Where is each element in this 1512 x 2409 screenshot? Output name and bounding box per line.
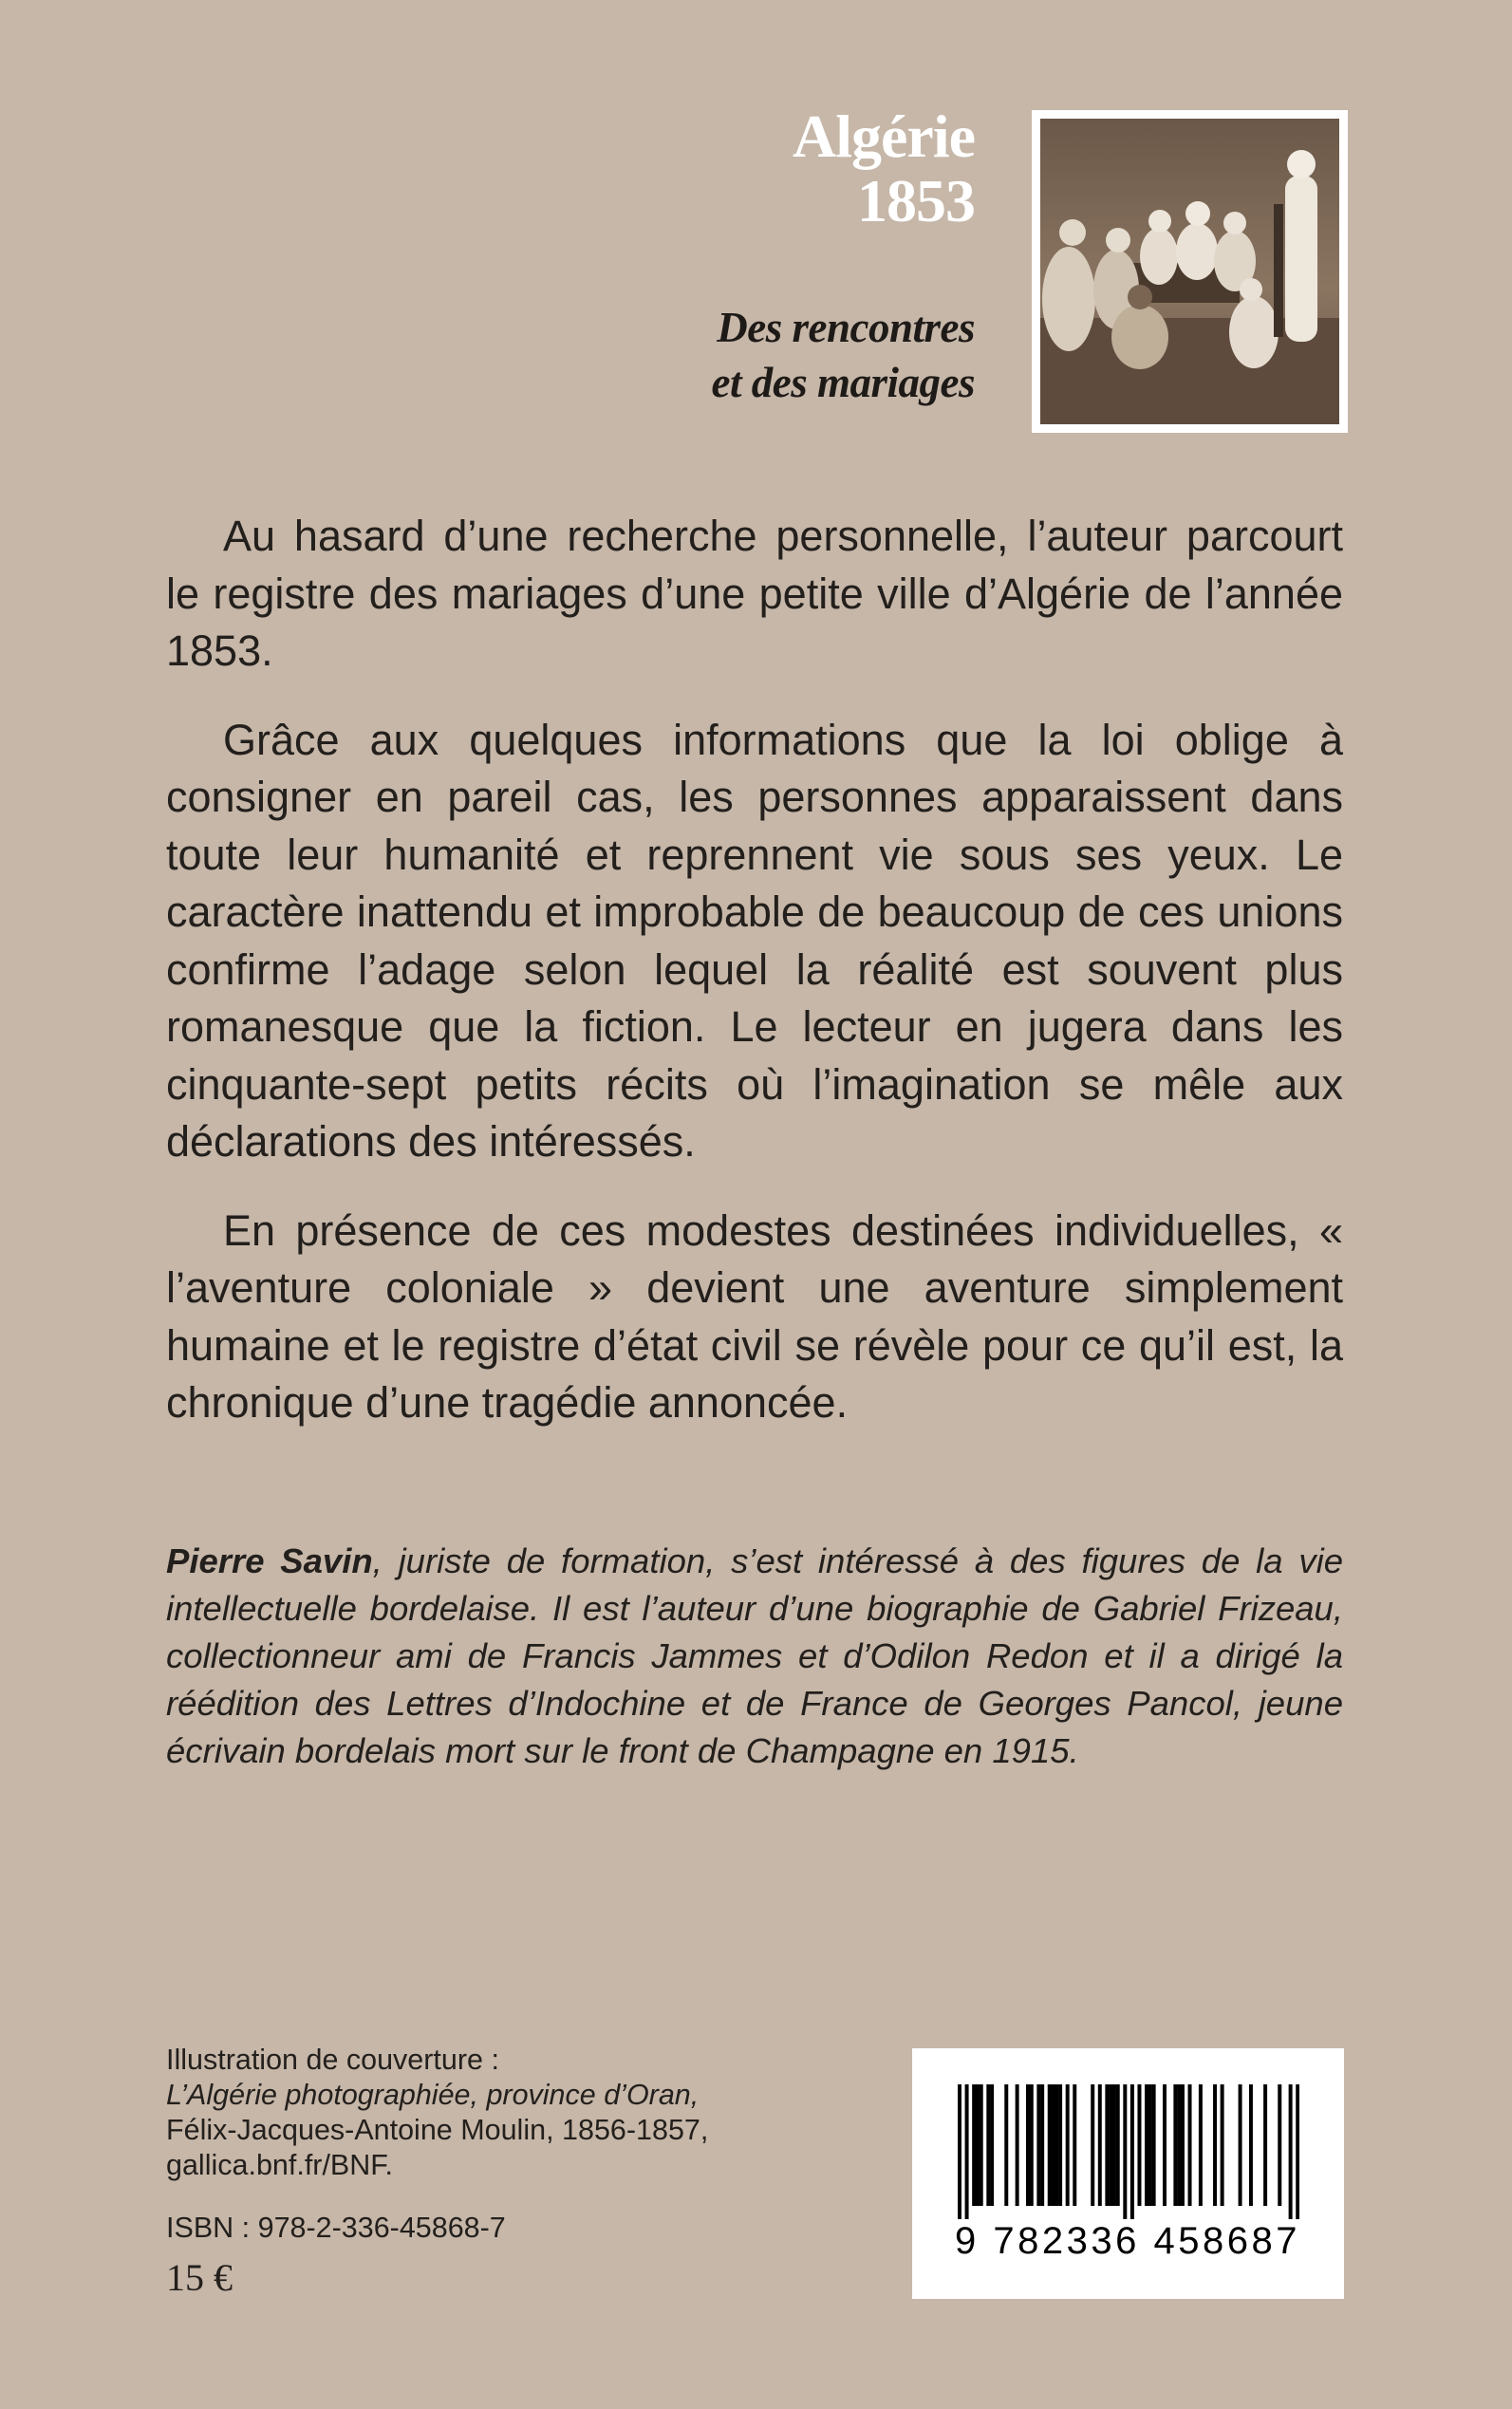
barcode-bar (1091, 2084, 1094, 2206)
barcode-bar (1016, 2084, 1019, 2206)
barcode-bar (980, 2084, 983, 2206)
barcode-bar (1030, 2084, 1034, 2206)
barcode-bar (1239, 2084, 1242, 2206)
title-line-2: 1853 (857, 167, 975, 234)
sepia-photo-icon (1040, 119, 1339, 424)
credits-line-2: L’Algérie photographiée, province d’Oran, (166, 2079, 700, 2111)
barcode-bar (1213, 2084, 1217, 2206)
barcode-bar (1058, 2084, 1062, 2206)
barcode-bar (1289, 2084, 1293, 2219)
subtitle-line-1: Des rencontres (717, 304, 975, 351)
barcode-bar (1048, 2084, 1052, 2206)
barcode-bar (1040, 2084, 1044, 2206)
barcode-bar (958, 2084, 961, 2219)
barcode-bar (1098, 2084, 1102, 2206)
barcode-bar (1026, 2084, 1030, 2206)
barcode-bar (1123, 2084, 1127, 2219)
barcode-bar (990, 2084, 994, 2206)
barcode-bar (1066, 2084, 1070, 2206)
barcode-bar (1109, 2084, 1112, 2206)
illustration-credits (166, 2043, 708, 2183)
isbn: ISBN : 978-2-336-45868-7 (166, 2212, 506, 2244)
barcode-bar (1278, 2084, 1281, 2206)
summary-text (166, 508, 1343, 1464)
barcode-bar (1036, 2084, 1040, 2206)
barcode-bar (1199, 2084, 1203, 2206)
barcode-bar (1137, 2084, 1141, 2206)
barcode-bar (1116, 2084, 1120, 2206)
subtitle-line-2: et des mariages (711, 359, 975, 406)
barcode-bar (1163, 2084, 1167, 2206)
book-title (793, 104, 975, 233)
barcode-bar (1296, 2084, 1299, 2219)
summary-paragraph-3: En présence de ces modestes destinées individuelles, « l’aventure coloniale » devient une aventure simplement humaine et le registre d’état civil se révèle pour ce qu’il est, la chronique d’une tragédie annoncée. (166, 1205, 1343, 1427)
summary-paragraph-1: Au hasard d’une recherche personnelle, l’auteur parcourt le registre des mariages d’une petite ville d’Algérie de l’année 1853. (166, 512, 1343, 675)
barcode-bar (1052, 2084, 1055, 2206)
barcode-bar (1177, 2084, 1181, 2206)
barcode-bar (1112, 2084, 1116, 2206)
barcode-bar (1073, 2084, 1076, 2206)
barcode-digits: 9 782336 458687 (955, 2220, 1300, 2262)
barcode-bar (1249, 2084, 1253, 2206)
barcode-bar (1105, 2084, 1109, 2206)
author-bio (166, 1538, 1343, 1775)
barcode-bar (1173, 2084, 1177, 2206)
barcode-bars-icon (958, 2084, 1299, 2219)
title-line-1: Algérie (793, 103, 975, 170)
barcode-bar (1221, 2084, 1224, 2206)
cover-photo (1032, 110, 1348, 433)
barcode-bar (1152, 2084, 1156, 2206)
credits-line-4: gallica.bnf.fr/BNF. (166, 2149, 394, 2181)
summary-paragraph-2: Grâce aux quelques informations que la loi oblige à consigner en pareil cas, les personnes apparaissent dans toute leur humanité et reprennent vie sous ses yeux. Le caractère inattendu et improbable de beaucoup de ces unions confirme l’adage selon lequel la réalité est souvent plus romanesque que la fiction. Le lecteur en jugera dans les cinquante-sept petits récits où l’imagination se mêle aux déclarations des intéressés. (166, 715, 1343, 1166)
barcode-bar (986, 2084, 990, 2206)
barcode-bar (1181, 2084, 1185, 2206)
barcode-bar (1145, 2084, 1148, 2206)
author-name: Pierre Savin (166, 1541, 373, 1580)
barcode-bar (1004, 2084, 1008, 2206)
barcode-bar (976, 2084, 980, 2206)
barcode-bar (1055, 2084, 1058, 2206)
barcode-bar (1188, 2084, 1192, 2206)
author-bio-text: , juriste de formation, s’est intéressé à des figures de la vie intellectuelle bordelaise. Il est l’auteur d’une biographie de Gabriel Frizeau, collectionneur ami de Francis Jammes et d’Odilon Redon et il a dirigé la réédition des Lettres d’Indochine et de France de Georges Pancol, jeune écrivain bordelais mort sur le front de Champagne en 1915. (166, 1541, 1344, 1770)
credits-line-1: Illustration de couverture : (166, 2044, 499, 2076)
barcode-bar (972, 2084, 976, 2206)
barcode-bar (1130, 2084, 1134, 2219)
barcode (912, 2048, 1344, 2299)
credits-line-3: Félix-Jacques-Antoine Moulin, 1856-1857, (166, 2114, 709, 2146)
barcode-bar (965, 2084, 969, 2219)
barcode-bar (1148, 2084, 1152, 2206)
book-subtitle (712, 300, 975, 410)
barcode-bar (1263, 2084, 1267, 2206)
price: 15 € (166, 2256, 233, 2299)
